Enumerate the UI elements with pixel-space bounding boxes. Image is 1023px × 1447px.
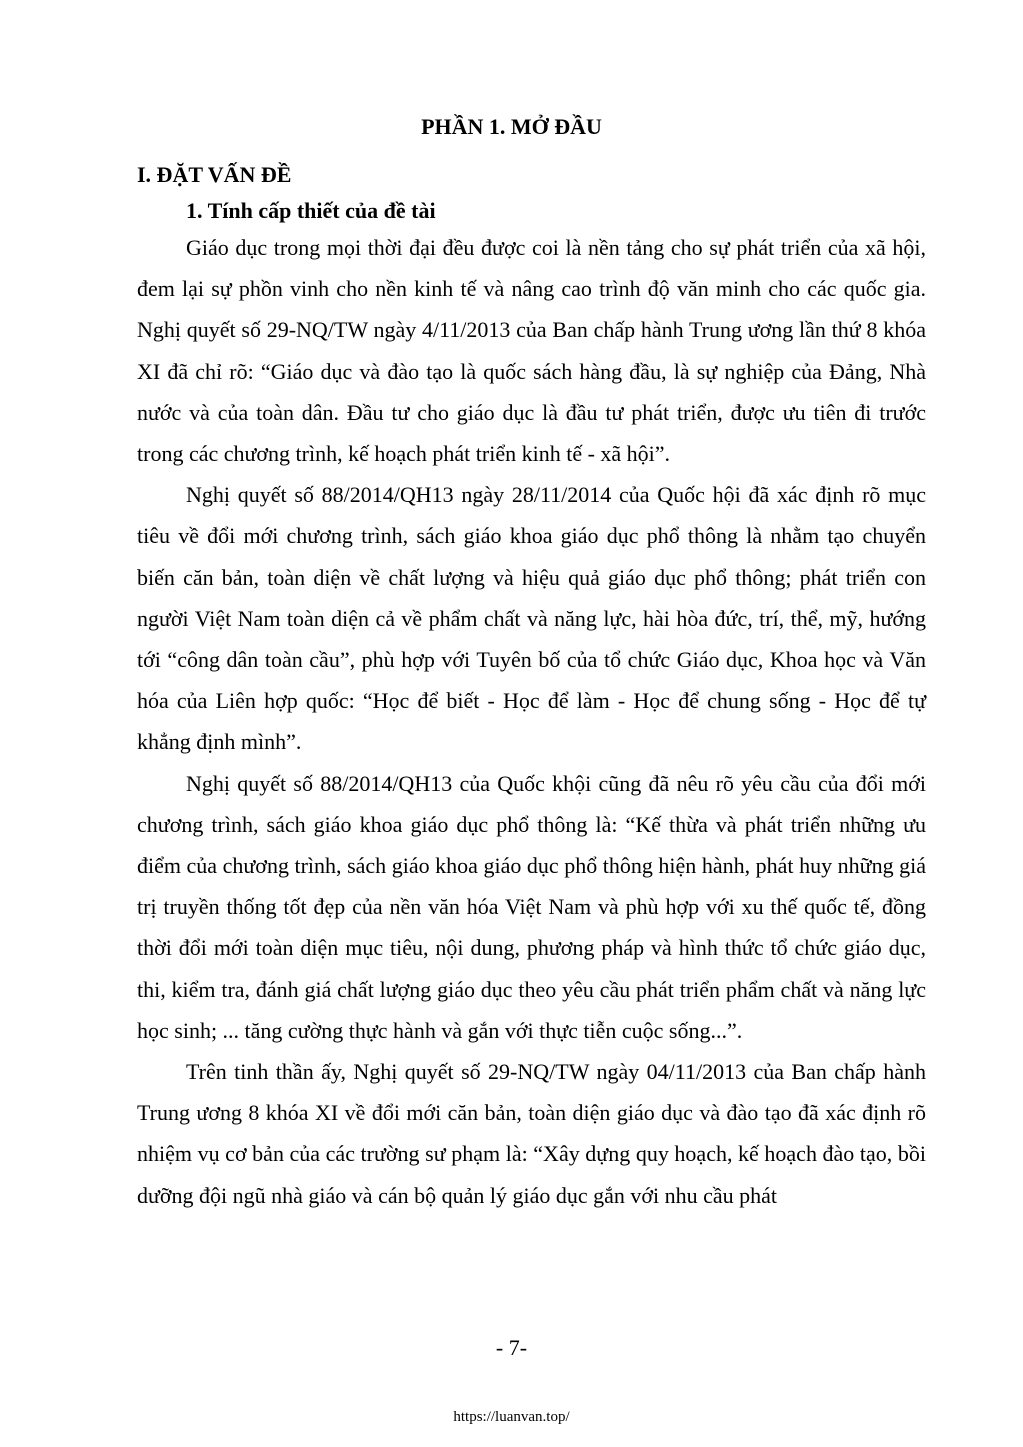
section-heading: I. ĐẶT VẤN ĐỀ [137,162,292,187]
subsection-heading: 1. Tính cấp thiết của đề tài [186,198,436,223]
paragraph-1: Giáo dục trong mọi thời đại đều được coi là nền tảng cho sự phát triển của xã hội, đem lại sự phồn vinh cho nền kinh tế và nâng cao trình độ văn minh cho các quốc gia. Nghị quyết số 29-NQ/TW ngày 4/11/2013 của Ban chấp hành Trung ương lần thứ 8 khóa XI đã chỉ rõ: “Giáo dục và đào tạo là quốc sách hàng đầu, là sự nghiệp của Đảng, Nhà nước và của toàn dân. Đầu tư cho giáo dục là đầu tư phát triển, được ưu tiên đi trước trong các chương trình, kế hoạch phát triển kinh tế - xã hội”. [137,235,926,467]
paragraph-4: Trên tinh thần ấy, Nghị quyết số 29-NQ/TW ngày 04/11/2013 của Ban chấp hành Trung ương 8 khóa XI về đổi mới căn bản, toàn diện giáo dục và đào tạo đã xác định rõ nhiệm vụ cơ bản của các trường sư phạm là: “Xây dựng quy hoạch, kế hoạch đào tạo, bồi dưỡng đội ngũ nhà giáo và cán bộ quản lý giáo dục gắn với nhu cầu phát [137,1059,926,1208]
body-text [137,227,926,1216]
paragraph-3: Nghị quyết số 88/2014/QH13 của Quốc khội cũng đã nêu rõ yêu cầu của đổi mới chương trình, sách giáo khoa giáo dục phổ thông là: “Kế thừa và phát triển những ưu điểm của chương trình, sách giáo khoa giáo dục phổ thông hiện hành, phát huy những giá trị truyền thống tốt đẹp của nền văn hóa Việt Nam và phù hợp với xu thế quốc tế, đồng thời đổi mới toàn diện mục tiêu, nội dung, phương pháp và hình thức tổ chức giáo dục, thi, kiểm tra, đánh giá chất lượng giáo dục theo yêu cầu phát triển phẩm chất và năng lực học sinh; ... tăng cường thực hành và gắn với thực tiễn cuộc sống...”. [137,770,926,1043]
footer-url[interactable]: https://luanvan.top/ [453,1409,570,1425]
part-title: PHẦN 1. MỞ ĐẦU [421,114,602,139]
paragraph-2: Nghị quyết số 88/2014/QH13 ngày 28/11/2014 của Quốc hội đã xác định rõ mục tiêu về đổi mới chương trình, sách giáo khoa giáo dục phổ thông là nhằm tạo chuyển biến căn bản, toàn diện về chất lượng và hiệu quả giáo dục phổ thông; phát triển con người Việt Nam toàn diện cả về phẩm chất và năng lực, hài hòa đức, trí, thể, mỹ, hướng tới “công dân toàn cầu”, phù hợp với Tuyên bố của tổ chức Giáo dục, Khoa học và Văn hóa của Liên hợp quốc: “Học để biết - Học để làm - Học để chung sống - Học để tự khẳng định mình”. [137,482,926,755]
page-number: - 7- [495,1335,528,1360]
